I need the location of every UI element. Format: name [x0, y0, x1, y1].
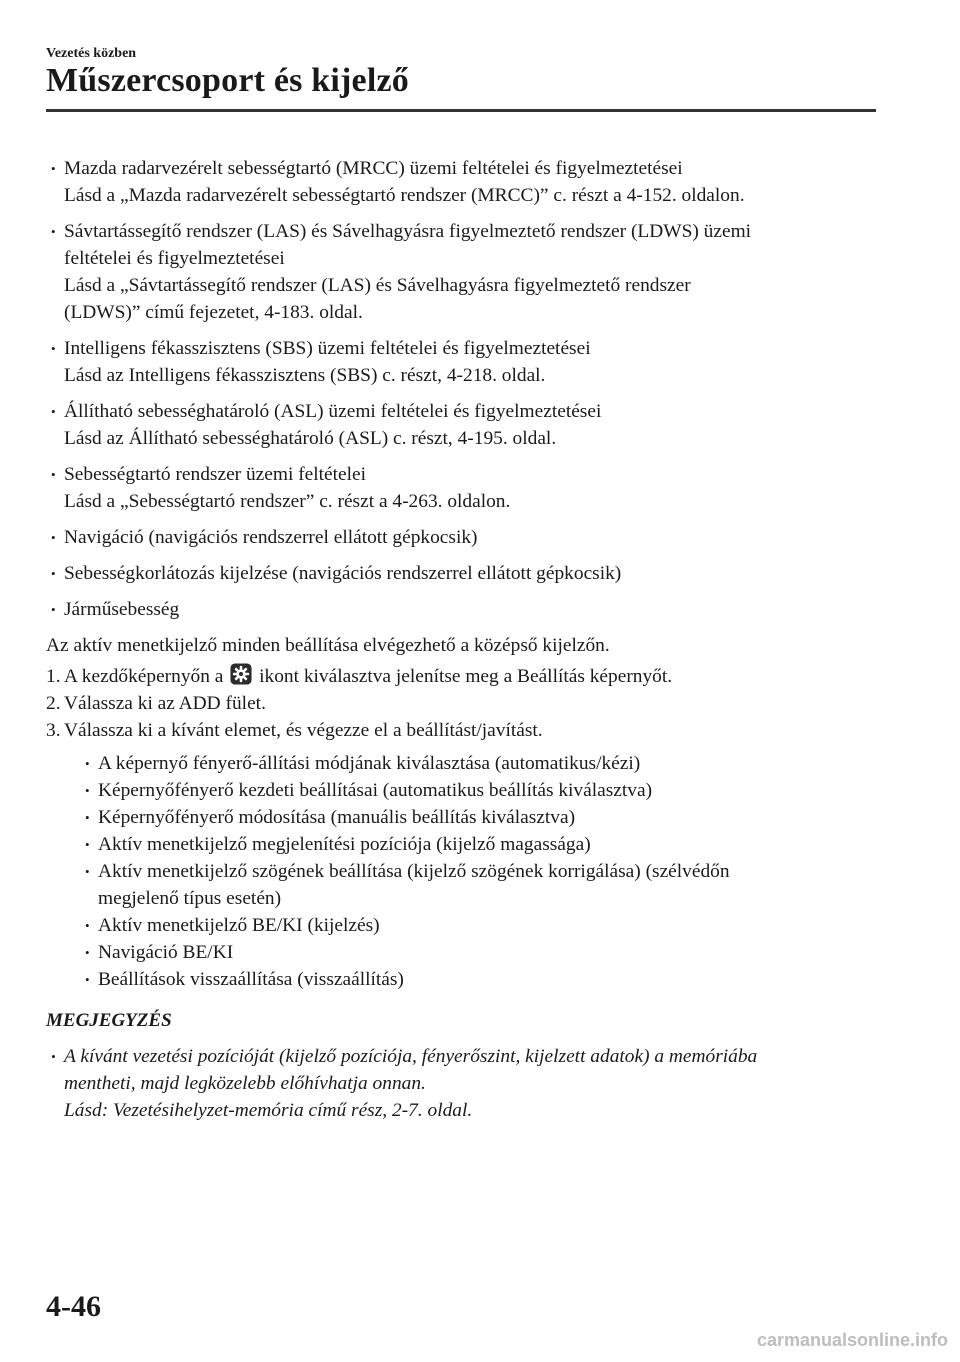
bullet-dot-icon: • [51, 224, 56, 239]
bullet-item [46, 398, 866, 452]
text-line: Lásd a „Sebességtartó rendszer” c. részt a 4-263. oldalon. [64, 491, 511, 512]
text-line: Lásd az Intelligens fékasszisztens (SBS) c. részt, 4-218. oldal. [64, 365, 546, 386]
intro-text: Az aktív menetkijelző minden beállítása elvégezhető a középső kijelzőn. [46, 635, 610, 656]
bullet-dot-icon: • [85, 972, 90, 987]
bullet-dot-icon: • [51, 566, 56, 581]
bullet-item [46, 461, 866, 515]
text-line: Lásd a „Mazda radarvezérelt sebességtartó rendszer (MRCC)” c. részt a 4-152. oldalon. [64, 185, 745, 206]
bullet-dot-icon: • [51, 1049, 56, 1064]
section-label: Vezetés közben [46, 46, 137, 61]
step-text: Válassza ki a kívánt elemet, és végezze el a beállítást/javítást. [64, 720, 543, 741]
bullet-item [46, 155, 866, 209]
text-line: Aktív menetkijelző BE/KI (kijelzés) [98, 915, 380, 936]
bullet-dot-icon: • [85, 810, 90, 825]
bullet-dot-icon: • [51, 161, 56, 176]
bullet-dot-icon: • [51, 602, 56, 617]
main-content [46, 155, 866, 1133]
bullet-item [46, 560, 866, 587]
bullet-dot-icon: • [51, 467, 56, 482]
text-line: Intelligens fékasszisztens (SBS) üzemi feltételei és figyelmeztetései [64, 338, 591, 359]
page-title: Műszercsoport és kijelző [46, 62, 409, 99]
note-heading: MEGJEGYZÉS [46, 1010, 172, 1031]
step-number: 1. [46, 666, 61, 687]
bullet-dot-icon: • [85, 945, 90, 960]
setting-items-list [80, 750, 866, 993]
setting-item [80, 804, 866, 831]
text-line: Sebességkorlátozás kijelzése (navigációs rendszerrel ellátott gépkocsik) [64, 563, 622, 584]
step-1 [46, 663, 866, 690]
text-line: Lásd: Vezetésihelyzet-memória című rész, 2-7. oldal. [64, 1100, 473, 1121]
bullet-dot-icon: • [85, 756, 90, 771]
header-divider [46, 109, 876, 112]
step-list [46, 663, 866, 744]
text-line: Képernyőfényerő módosítása (manuális beállítás kiválasztva) [98, 807, 576, 828]
step-3 [46, 717, 866, 744]
step-number: 2. [46, 693, 61, 714]
setup-gear-icon [230, 663, 252, 685]
setting-item [80, 858, 866, 912]
text-line: Navigáció (navigációs rendszerrel ellátott gépkocsik) [64, 527, 478, 548]
step-text-after: ikont kiválasztva jelenítse meg a Beállítás képernyőt. [259, 666, 673, 687]
bullet-dot-icon: • [85, 837, 90, 852]
text-line: Képernyőfényerő kezdeti beállításai (automatikus beállítás kiválasztva) [98, 780, 653, 801]
text-line: feltételei és figyelmeztetései [64, 248, 285, 269]
bullet-dot-icon: • [85, 918, 90, 933]
watermark: carmanualsonline.info [756, 1330, 948, 1350]
text-line: (LDWS)” című fejezetet, 4-183. oldal. [64, 302, 363, 323]
setting-item [80, 912, 866, 939]
bullet-item [46, 524, 866, 551]
bullet-dot-icon: • [51, 341, 56, 356]
text-line: Járműsebesség [64, 599, 180, 620]
step-text-before: A kezdőképernyőn a [64, 666, 224, 687]
bullet-dot-icon: • [51, 404, 56, 419]
setting-item [80, 966, 866, 993]
text-line: A kívánt vezetési pozícióját (kijelző pozíciója, fényerőszint, kijelzett adatok) a memóriába [64, 1046, 758, 1067]
step-2 [46, 690, 866, 717]
bullet-list [46, 155, 866, 623]
bullet-item [46, 335, 866, 389]
text-line: mentheti, majd legközelebb előhívhatja onnan. [64, 1073, 426, 1094]
text-line: Aktív menetkijelző megjelenítési pozíciója (kijelző magassága) [98, 834, 591, 855]
note-block [46, 1043, 866, 1124]
setting-item [80, 750, 866, 777]
text-line: Aktív menetkijelző szögének beállítása (kijelző szögének korrigálása) (szélvédőn [98, 861, 730, 882]
setting-item [80, 831, 866, 858]
setting-item [80, 777, 866, 804]
text-line: Beállítások visszaállítása (visszaállítás) [98, 969, 404, 990]
bullet-dot-icon: • [51, 530, 56, 545]
setting-item [80, 939, 866, 966]
bullet-dot-icon: • [85, 783, 90, 798]
text-line: Navigáció BE/KI [98, 942, 234, 963]
text-line: A képernyő fényerő-állítási módjának kiválasztása (automatikus/kézi) [98, 753, 641, 774]
text-line: Lásd a „Sávtartássegítő rendszer (LAS) és Sávelhagyásra figyelmeztető rendszer [64, 275, 691, 296]
page-number: 4-46 [46, 1290, 101, 1323]
text-line: Állítható sebességhatároló (ASL) üzemi feltételei és figyelmeztetései [64, 401, 602, 422]
step-text: Válassza ki az ADD fület. [64, 693, 266, 714]
text-line: Sebességtartó rendszer üzemi feltételei [64, 464, 367, 485]
bullet-item [46, 218, 866, 326]
text-line: Sávtartássegítő rendszer (LAS) és Sávelhagyásra figyelmeztető rendszer (LDWS) üzemi [64, 221, 752, 242]
step-number: 3. [46, 720, 61, 741]
bullet-item [46, 596, 866, 623]
text-line: megjelenő típus esetén) [98, 888, 282, 909]
text-line: Mazda radarvezérelt sebességtartó (MRCC) üzemi feltételei és figyelmeztetései [64, 158, 683, 179]
text-line: Lásd az Állítható sebességhatároló (ASL) c. részt, 4-195. oldal. [64, 428, 557, 449]
bullet-dot-icon: • [85, 864, 90, 879]
